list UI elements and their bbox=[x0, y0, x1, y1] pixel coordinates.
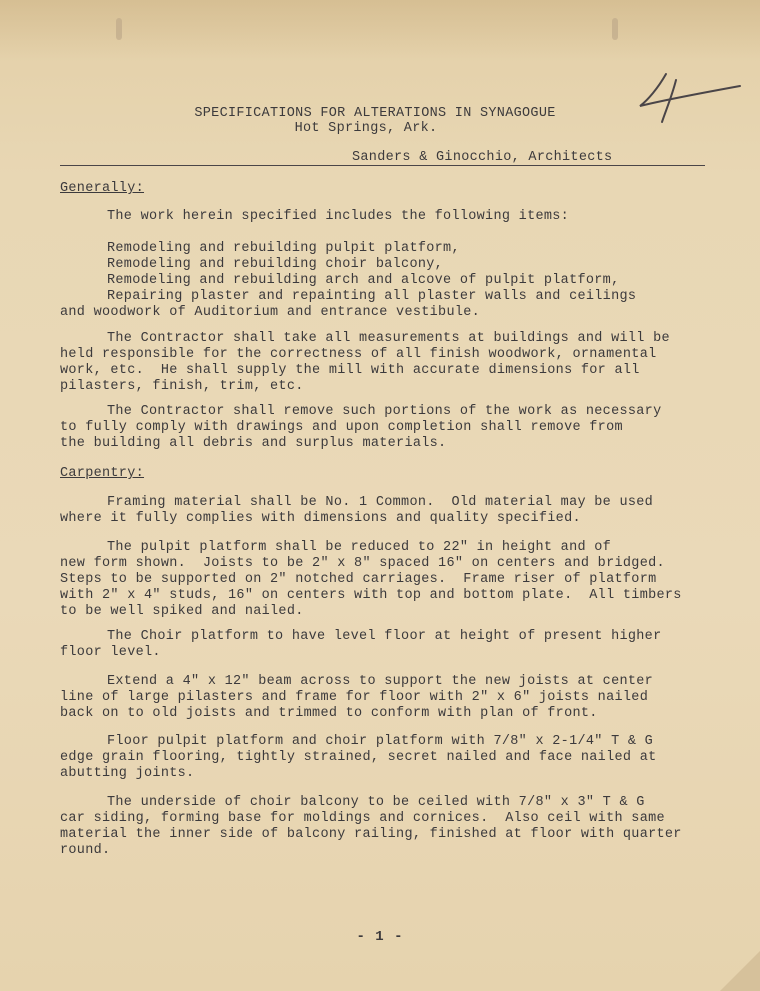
text-line: pilasters, finish, trim, etc. bbox=[60, 379, 304, 394]
generally-paragraph-2 bbox=[60, 331, 730, 395]
carpentry-paragraph-5 bbox=[60, 734, 730, 782]
section-heading-generally: Generally: bbox=[60, 181, 145, 196]
text-line: car siding, forming base for moldings and cornices. Also ceil with same bbox=[60, 811, 665, 826]
binding-hole-left bbox=[116, 18, 122, 40]
binding-hole-right bbox=[612, 18, 618, 40]
carpentry-paragraph-2 bbox=[60, 540, 730, 620]
text-line: new form shown. Joists to be 2" x 8" spaced 16" on centers and bridged. bbox=[60, 556, 665, 571]
generally-item-list bbox=[60, 241, 730, 321]
text-line: The Contractor shall remove such portions of the work as necessary bbox=[107, 404, 662, 419]
text-line: The Contractor shall take all measurements at buildings and will be bbox=[107, 331, 670, 346]
text-line: Steps to be supported on 2" notched carriages. Frame riser of platform bbox=[60, 572, 657, 587]
text-line: edge grain flooring, tightly strained, secret nailed and face nailed at bbox=[60, 750, 657, 765]
generally-intro: The work herein specified includes the following items: bbox=[107, 209, 570, 224]
list-item: Remodeling and rebuilding arch and alcove of pulpit platform, bbox=[107, 273, 620, 288]
section-heading-carpentry: Carpentry: bbox=[60, 466, 145, 481]
carpentry-paragraph-6 bbox=[60, 795, 730, 859]
text-line: the building all debris and surplus materials. bbox=[60, 436, 447, 451]
page-corner-fold bbox=[720, 951, 760, 991]
text-line: where it fully complies with dimensions and quality specified. bbox=[60, 511, 581, 526]
paper-stain bbox=[0, 0, 760, 60]
text-line: back on to old joists and trimmed to conform with plan of front. bbox=[60, 706, 598, 721]
text-line: held responsible for the correctness of all finish woodwork, ornamental bbox=[60, 347, 657, 362]
carpentry-paragraph-1 bbox=[60, 495, 730, 527]
text-line: Floor pulpit platform and choir platform with 7/8" x 2-1/4" T & G bbox=[107, 734, 654, 749]
text-line: material the inner side of balcony railing, finished at floor with quarter bbox=[60, 827, 682, 842]
text-line: floor level. bbox=[60, 645, 161, 660]
document-location: Hot Springs, Ark. bbox=[294, 121, 438, 136]
carpentry-paragraph-3 bbox=[60, 629, 730, 661]
text-line: line of large pilasters and frame for floor with 2" x 6" joists nailed bbox=[60, 690, 649, 705]
generally-paragraph-3 bbox=[60, 404, 730, 452]
text-line: abutting joints. bbox=[60, 766, 195, 781]
document-title: SPECIFICATIONS FOR ALTERATIONS IN SYNAGOGUE bbox=[194, 106, 556, 121]
text-line: round. bbox=[60, 843, 111, 858]
list-item: and woodwork of Auditorium and entrance vestibule. bbox=[60, 305, 481, 320]
text-line: The Choir platform to have level floor at height of present higher bbox=[107, 629, 662, 644]
header-rule bbox=[60, 165, 705, 166]
list-item: Repairing plaster and repainting all plaster walls and ceilings bbox=[107, 289, 637, 304]
carpentry-paragraph-4 bbox=[60, 674, 730, 722]
text-line: Framing material shall be No. 1 Common. Old material may be used bbox=[107, 495, 654, 510]
text-line: to fully comply with drawings and upon completion shall remove from bbox=[60, 420, 623, 435]
page-number: - 1 - bbox=[356, 929, 404, 945]
text-line: work, etc. He shall supply the mill with accurate dimensions for all bbox=[60, 363, 640, 378]
text-line: The underside of choir balcony to be ceiled with 7/8" x 3" T & G bbox=[107, 795, 645, 810]
list-item: Remodeling and rebuilding pulpit platform, bbox=[107, 241, 460, 256]
text-line: to be well spiked and nailed. bbox=[60, 604, 304, 619]
text-line: Extend a 4" x 12" beam across to support the new joists at center bbox=[107, 674, 654, 689]
text-line: with 2" x 4" studs, 16" on centers with top and bottom plate. All timbers bbox=[60, 588, 682, 603]
list-item: Remodeling and rebuilding choir balcony, bbox=[107, 257, 444, 272]
text-line: The pulpit platform shall be reduced to 22" in height and of bbox=[107, 540, 612, 555]
architects-credit: Sanders & Ginocchio, Architects bbox=[352, 150, 613, 165]
